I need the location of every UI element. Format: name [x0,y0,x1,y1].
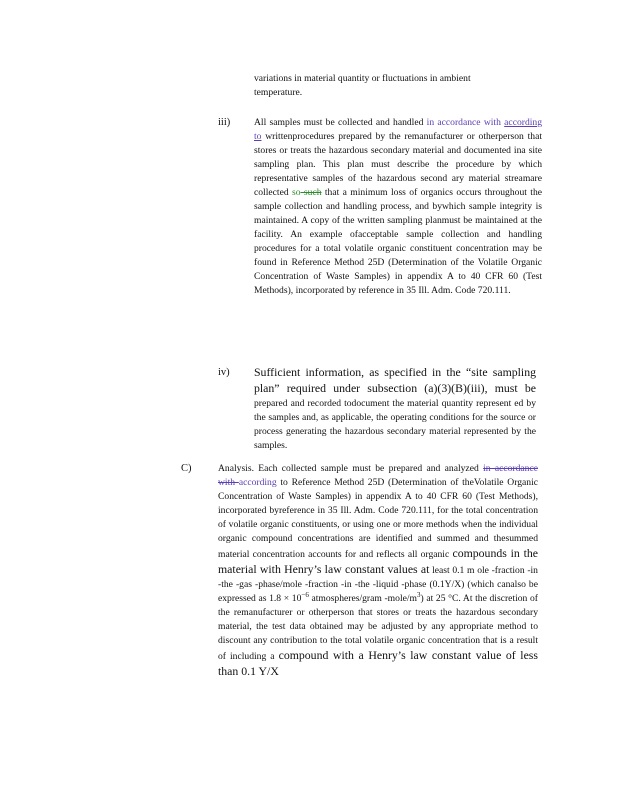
item-iii-label: iii) [218,117,231,128]
item-c-insertion-1: according [238,477,277,488]
item-c-large-text-1: compounds in the material with Henry’s law constant values at [218,546,538,576]
item-c-large-text-2: compound with a Henry’s law constant value of less than 0.1 Y/X [218,648,538,678]
item-iii-deletion-2: such [300,187,322,198]
item-iv-paragraph [254,365,536,453]
item-iv-label: iv) [218,367,230,378]
item-c-text-3: least 0.1 m ole -fraction -in -the -gas -phase/mole -fraction -in -the -liquid -phase (0.1Y/X) (which canalso be expressed as 1.8 × 10 [218,565,538,604]
continuation-line-1: variations in material quantity or fluctuations in ambient [254,73,471,84]
item-iii-text-3: that a minimum loss of organics occurs throughout the sample collection and handling process, and bywhich sample integrity is maintained. A copy of the written sampling planmust be maintained at the facility. An example ofacceptable sample collection and handling procedures for a total volatile organic constituent concentration may be found in Reference Method 25D (Determination of the Volatile Organic Concentration of Waste Samples) in appendix A to 40 CFR 60 (Test Methods), incorporated by reference in 35 Ill. Adm. Code 720.111. [254,187,543,296]
item-c-paragraph [218,462,538,680]
item-iv-large-text: Sufficient information, as specified in the “site sampling plan” required under subsection (a)(3)(B)(iii), must be [254,365,536,395]
item-iii-insertion-2: so [292,187,301,198]
item-c-text-5: ) at 25 °C. At the discretion of the remanufacturer or otherperson that stores or treats the hazardous secondary material, the test data obtained may be adjusted by any appropriate method to discount any contribution to the total volatile organic concentration that is a result of including a [218,593,538,662]
item-iii-deletion-1: according to [254,117,542,142]
item-iii-paragraph [254,116,542,298]
item-c-text-1: Analysis. Each collected sample must be prepared and analyzed [218,463,484,474]
item-c-superscript-1: −6 [301,590,309,599]
item-c-label: C) [181,463,192,474]
item-iv-text: prepared and recorded todocument the material quantity represent ed by the samples and, as applicable, the operating conditions for the source or process generating the hazardous secondary material represented by the samples. [254,398,536,451]
continuation-paragraph [254,72,520,100]
item-c-text-4: atmospheres/gram -mole/m [308,593,417,604]
item-iii-text-1: All samples must be collected and handled [254,117,427,128]
item-c-deletion-1: in accordance with [218,463,538,488]
item-iii-insertion-1: in accordance with [426,117,505,128]
item-c-text-2: to Reference Method 25D (Determination of theVolatile Organic Concentration of Waste Samples) in appendix A to 40 CFR 60 (Test Methods), incorporated byreference in 35 Ill. Adm. Code 720.111, for the total concentration of volatile organic constituents, or using one or more methods when the individual organic compound concentrations are identified and summed and thesummed material concentration accounts for and reflects all organic [218,477,538,560]
item-iii-text-2: writtenprocedures prepared by the remanufacturer or otherperson that stores or treats the hazardous secondary material and documented ina site sampling plan. This plan must describe the procedure by which representative samples of the hazardous second ary material streamare collected [254,131,542,198]
item-c-superscript-2: 3 [417,590,421,599]
continuation-line-2: temperature. [254,87,303,98]
